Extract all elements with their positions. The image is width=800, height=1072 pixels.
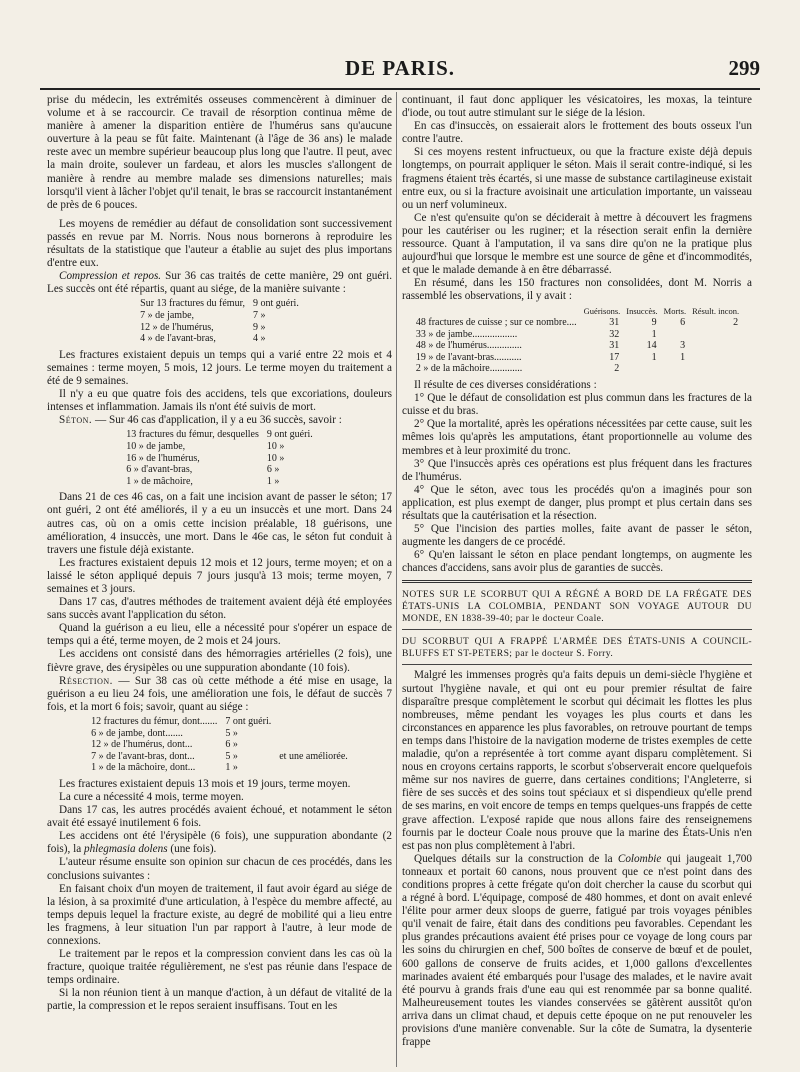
stat-table-summary [412, 306, 742, 376]
table-cell: 3 [680, 340, 686, 352]
table-cell: 6 » [225, 739, 238, 751]
table-row [87, 751, 352, 763]
paragraph: Quand la guérison a eu lieu, elle a nécessité pour s'opérer un espace de temps qui a été, terme moyen, de 2 mois et 24 jours. [47, 622, 392, 648]
table-cell: 7 » de l'avant-bras, dont... [91, 750, 195, 762]
italic-term: phlegmasia dolens [83, 843, 168, 856]
table-cell: 16 » de l'humérus, [126, 452, 200, 464]
paragraph: Il résulte de ces diverses considérations : [414, 379, 597, 392]
table-cell [275, 762, 352, 774]
table-row [87, 762, 352, 774]
column-header: Guérisons. [583, 305, 621, 316]
italic-term: Colombie [617, 852, 662, 865]
paragraph: En faisant choix d'un moyen de traitement, il faut avoir égard au siége de la lésion, à sa proximité d'une articulation, à l'espèce du membre affecté, au temps depuis lequel la fracture existe, au degré de mobilité qui a lieu entre les fragmens, à leur situation l'un par rapport à l'autre, à leur mode de connexions. [47, 882, 392, 947]
article-heading: DU SCORBUT QUI A FRAPPÉ L'ARMÉE DES ÉTATS-UNIS A COUNCIL-BLUFFS ET ST-PETERS; par le docteur S. Forry. [402, 636, 752, 660]
paragraph-text: — Sur 46 cas d'application, il y a eu 36 succès, savoir : [92, 414, 342, 427]
table-cell: 9 [651, 317, 657, 329]
table-row [136, 310, 303, 322]
table-cell: 1 » de mâchoire, [126, 475, 193, 487]
stat-table-seton [122, 429, 316, 487]
table-row [122, 476, 316, 488]
table-row [87, 739, 352, 751]
list-item: 4° Que le séton, avec tous les procédés qu'on a imaginés pour son application, est plus exempt de danger, plus prompt et plus certain dans ses résultats que la cautérisation et la résection. [402, 483, 752, 522]
table-cell: 13 fractures du fémur, desquelles [126, 429, 259, 441]
right-column [402, 94, 752, 1066]
paragraph-text: Quelques détails sur la construction de la [414, 852, 618, 865]
table-cell: 7 ont guéri. [225, 715, 272, 727]
table-cell: 32 [609, 328, 620, 340]
subheading: Résection. [59, 674, 113, 687]
table-cell [661, 329, 689, 341]
paragraph [47, 414, 392, 427]
table-row [412, 317, 742, 329]
subheading: Séton. [59, 414, 93, 427]
column-header: Résult. incon. [692, 305, 740, 316]
paragraph-text: — Sur 38 cas où cette méthode a été mise en usage, la guérison a eu lieu 24 fois, une amélioration une fois, le défaut de succès 7 fois, et la mort 6 fois; savoir, quant au siége : [47, 674, 392, 713]
table-cell: 7 » [253, 310, 266, 321]
table-cell: 1 » de la mâchoire, dont... [91, 762, 196, 774]
paragraph [47, 270, 392, 296]
paragraph: Les accidens ont consisté dans des hémorragies artérielles (2 fois), une fièvre grave, des érysipèles ou une suppuration abondante (10 fois). [47, 648, 392, 674]
table-cell: 48 » de l'humérus.............. [415, 340, 522, 352]
paragraph: Les moyens de remédier au défaut de consolidation sont successivement passés en revue par M. Norris. Nous nous bornerons à reproduire les résultats de la statistique que l'auteur a établie au sujet des plus importans d'entre eux. [47, 217, 392, 270]
table-cell: 19 » de l'avant-bras........... [415, 351, 522, 363]
table-cell: 2 » de la mâchoire............. [415, 363, 523, 375]
list-item: 1° Que le défaut de consolidation est plus commun dans les fractures de la cuisse et du bras. [402, 392, 752, 418]
paragraph: Les fractures existaient depuis 12 mois et 12 jours, terme moyen; et on a laissé le séton appliqué depuis 7 jours jusqu'à 13 mois; terme moyen, 7 semaines et 3 jours. [47, 556, 392, 595]
table-cell: 1 [680, 351, 686, 363]
section-rule [402, 664, 752, 665]
table-cell [275, 728, 352, 740]
table-cell: 9 ont guéri. [266, 429, 313, 441]
column-header: Insuccès. [626, 305, 658, 316]
table-cell: 4 » [253, 333, 266, 345]
stat-table-resection [87, 716, 352, 774]
table-cell: 7 » de jambe, [140, 310, 195, 321]
table-cell: 12 fractures du fémur, dont....... [91, 715, 218, 727]
table-row [412, 340, 742, 352]
table-cell: 6 [680, 317, 686, 329]
table-cell: 5 » [225, 727, 238, 739]
paragraph-text: Sur 36 cas traités de cette manière, 29 ont guéri. Les succès ont été répartis, quant au siége, de la manière suivante : [47, 270, 392, 296]
table-cell: et une améliorée. [279, 750, 348, 762]
table-row [87, 728, 352, 740]
paragraph-text: (une fois). [167, 843, 217, 856]
list-item: 3° Que l'insuccès après ces opérations est plus fréquent dans les fractures de l'humérus. [402, 457, 752, 483]
table-cell [689, 340, 742, 352]
table-cell [689, 363, 742, 375]
running-title: DE PARIS. [344, 56, 456, 80]
table-cell [661, 363, 689, 375]
table-cell [689, 352, 742, 364]
table-header-row [412, 306, 742, 318]
paragraph: Dans 17 cas, les autres procédés avaient échoué, et notamment le séton avait été essayé inutilement 6 fois. [47, 804, 392, 830]
table-cell: 1 » [266, 475, 280, 487]
paragraph: Les fractures existaient depuis 13 mois et 19 jours, terme moyen. [59, 777, 351, 790]
paragraph: Si ces moyens restent infructueux, ou que la fracture existe déjà depuis longtemps, on pourrait appliquer le séton. Mais il serait contre-indiqué, si les fragmens étaient très écartés, si une masse de substance cartilagineuse existait entre eux, ou si la fracture avoisinait une articulation importante, un vaisseau ou un nerf volumineux. [402, 146, 752, 211]
paragraph [47, 675, 392, 714]
paragraph [47, 830, 392, 856]
table-cell: 9 ont guéri. [253, 298, 299, 310]
table-cell: 10 » [266, 452, 285, 464]
table-cell [689, 329, 742, 341]
table-cell: 1 » [225, 762, 238, 774]
table-row [136, 322, 303, 334]
paragraph: Ce n'est qu'ensuite qu'on se déciderait à mettre à découvert les fragmens pour les cautériser ou les ruginer; et la résection serait enfin la dernière ressource. Quant à l'amputation, il va sans dire qu'on ne la pratique plus aujourd'hui que lorsque le membre est une source de gêne et d'incommodités, et que le malade demande à en être débarrassé. [402, 211, 752, 277]
paragraph: continuant, il faut donc appliquer les vésicatoires, les moxas, la teinture d'iode, ou tout autre stimulant sur le siége de la lésion. [402, 94, 752, 120]
article-heading: NOTES SUR LE SCORBUT QUI A RÉGNÉ A BORD DE LA FRÉGATE DES ÉTATS-UNIS LA COLOMBIA, PENDANT SON VOYAGE AUTOUR DU MONDE, EN 1838-39-40; par le docteur Coale. [402, 589, 752, 625]
table-cell: 17 [609, 351, 620, 363]
table-cell: 14 [646, 340, 657, 352]
table-cell: 48 fractures de cuisse ; sur ce nombre.... [415, 317, 577, 329]
table-row [412, 352, 742, 364]
paragraph [402, 853, 752, 1049]
column-header: Morts. [663, 305, 687, 316]
table-cell: 2 [733, 317, 739, 329]
table-cell: 9 » [253, 321, 266, 333]
table-cell: 2 [614, 363, 620, 375]
list-item: 6° Qu'en laissant le séton en place pendant longtemps, on augmente les chances d'accidens, sans avoir plus de garanties de succès. [402, 549, 752, 575]
table-cell: 31 [609, 317, 620, 329]
table-row [122, 429, 316, 441]
table-row [87, 716, 352, 728]
paragraph: prise du médecin, les extrémités osseuses commencèrent à diminuer de volume et à se raccourcir. Ce travail de résorption continua même de manière à amener la disparition entière de l'humérus sans qu'aucune ouverture à la peau se fût faite. Maintenant (à l'âge de 36 ans) le malade reste avec un membre supérieur beaucoup plus long que l'autre. Il peut, avec la main droite, soulever un fardeau, et alors les muscles s'allongent de manière à rendre au membre malade ses dimensions naturelles; mais lorsqu'il vient à lâcher l'objet qu'il tenait, le bras se raccourcit instantanément de près de 6 pouces. [47, 94, 392, 211]
table-cell: 6 » de jambe, dont....... [91, 727, 183, 739]
paragraph: La cure a nécessité 4 mois, terme moyen. [59, 790, 244, 803]
header-rule [40, 88, 760, 90]
table-cell: 6 » d'avant-bras, [126, 464, 193, 476]
table-cell: 1 [651, 328, 657, 340]
table-row [412, 329, 742, 341]
table-cell: 1 [651, 351, 657, 363]
table-cell: 31 [609, 340, 620, 352]
table-cell [275, 739, 352, 751]
paragraph: Il n'y a eu que quatre fois des accidens, tels que excoriations, douleurs intenses et inflammation. Jamais ils n'ont été suivis de mort. [47, 388, 392, 414]
paragraph: Le traitement par le repos et la compression convient dans les cas où la fracture, quoique traitée régulièrement, ne s'est pas réunie dans l'espace de temps ordinaire. [47, 948, 392, 987]
table-row [136, 298, 303, 310]
paragraph: Si la non réunion tient à un manque d'action, à un défaut de vitalité de la partie, la compression et le repos seraient insuffisans. Tout en les [47, 987, 392, 1013]
paragraph: Les fractures existaient depuis un temps qui a varié entre 22 mois et 4 semaines : terme moyen, 5 mois, 12 jours. Le terme moyen du traitement a été de 9 semaines. [47, 348, 392, 387]
table-row [412, 363, 742, 375]
list-item: 5° Que l'incision des parties molles, faite avant de passer le séton, augmente les dangers de ce procédé. [402, 523, 752, 549]
paragraph: En cas d'insuccès, on essaierait alors le frottement des bouts osseux l'un contre l'autre. [402, 120, 752, 146]
stat-table-compression [136, 298, 303, 344]
table-row [136, 333, 303, 345]
table-cell: 6 » [266, 464, 280, 476]
section-rule [402, 580, 752, 583]
paragraph-text: qui jaugeait 1,700 tonneaux et portait 60 canons, nous prouvent que ce n'est point dans des conditions propres à cette frégate qu'on doit chercher la cause du scorbut qui a régné à bord. L'équipage, composé de 480 hommes, et dont on avait enlevé l'élite pour armer deux sloops de guerre, fatigué par trois voyages pénibles qu'il venait de faire, était dans des conditions peu favorables. Cependant les plus grandes précautions avaient été prises pour ce voyage de long cours par les soins du chirurgien en chef, 500 boîtes de conserve de bœuf et de poulet, 600 gallons de conserve de fruits acides, et 1,000 gallons d'excellentes marinades avaient été embarqués pour l'usage des malades, et le navire avait été pourvu à grands frais d'une eau qui est renommée par sa bonne qualité. Malheureusement toutes les viandes conservées se gâtèrent aussitôt qu'on arriva dans un climat chaud, et depuis cette époque on ne put renouveler les provisions d'une manière convenable. Sur la côte de Sumatra, la dysenterie frappe [402, 852, 752, 1049]
table-cell [623, 363, 660, 375]
table-cell [275, 716, 352, 728]
paragraph: Dans 17 cas, d'autres méthodes de traitement avaient déjà été employées sans succès avant l'application du séton. [47, 596, 392, 622]
left-column [47, 94, 392, 1066]
table-cell: Sur 13 fractures du fémur, [140, 298, 245, 310]
table-cell: 12 » de l'humérus, dont... [91, 739, 193, 751]
section-rule [402, 629, 752, 630]
table-cell: 33 » de jambe.................. [415, 328, 518, 340]
page-header [40, 56, 760, 86]
list-item: 2° Que la mortalité, après les opérations nécessitées par cette cause, suit les mêmes lois qu'après les amputations, étant proportionnelle au volume des membres et à leur proximité du tronc. [402, 418, 752, 457]
page-number: 299 [728, 56, 760, 80]
paragraph-text: Les accidens ont été l'érysipèle (6 fois), une suppuration abondante (2 fois), la [47, 830, 392, 856]
table-cell: 10 » de jambe, [126, 440, 186, 452]
paragraph: En résumé, dans les 150 fractures non consolidées, dont M. Norris a rassemblé les observations, il y avait : [402, 277, 752, 303]
table-cell: 12 » de l'humérus, [140, 321, 214, 333]
table-cell: 10 » [266, 440, 285, 452]
subheading: Compression et repos. [59, 270, 162, 283]
table-cell: 5 » [225, 750, 238, 762]
table-row [122, 441, 316, 453]
table-row [122, 453, 316, 465]
column-divider [396, 92, 397, 1067]
paragraph: L'auteur résume ensuite son opinion sur chacun de ces procédés, dans les conclusions suivantes : [47, 856, 392, 882]
table-row [122, 464, 316, 476]
paragraph: Malgré les immenses progrès qu'a faits depuis un demi-siècle l'hygiène et surtout l'hygiène navale, et qui ont eu pour premier résultat de faire disparaître presque complètement le scorbut qui décimait les flottes les plus nombreuses, même pendant les voyages les plus courts et dans les circonstances en apparence les plus favorables, on retrouve pourtant de temps en temps dans l'histoire de la navigation moderne de tristes exemples de cette maladie, qu'on a représentée à tort comme ayant disparu complètement. Si nous en croyons certains rapports, le scorbut s'observerait encore quelquefois même sur nos navires de guerre, dans certaines conditions; l'Angleterre, si fière de ses succès et des soins tout spéciaux et si dispendieux qu'elle prend de ses marins, en voit encore de temps en temps quelques-uns frappés de cette grave affection. L'exposé rapide que nous allons faire des renseignemens fournis par le docteur Coale nous prouve que la marine des États-Unis n'en est pas non plus complètement à l'abri. [402, 669, 752, 852]
paragraph: Dans 21 de ces 46 cas, on a fait une incision avant de passer le séton; 17 ont guéri, 2 ont été améliorés, il y a eu un insuccès et une mort. Dans 24 autres cas, où on a omis cette incision préalable, 18 guérisons, une amélioration, 4 insuccès, une mort. Dans le 46e cas, le séton fut conduit à travers une fistule déjà existante. [47, 491, 392, 556]
table-cell: 4 » de l'avant-bras, [140, 333, 216, 345]
